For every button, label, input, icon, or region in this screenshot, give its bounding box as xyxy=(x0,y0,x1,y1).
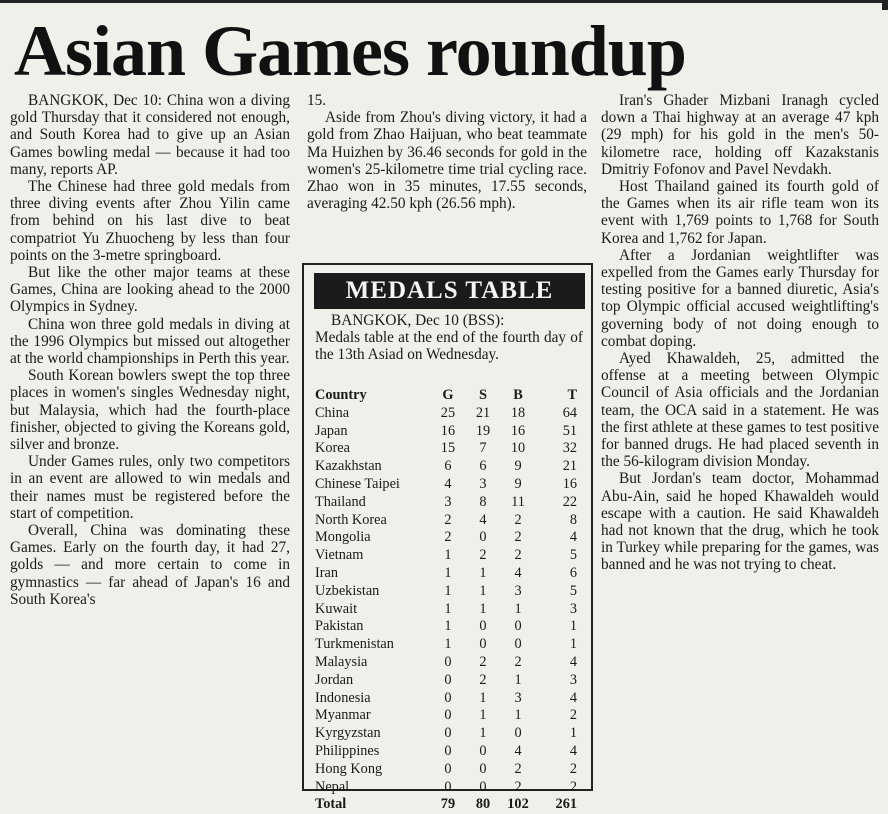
header-total: T xyxy=(567,387,577,403)
cell-silver: 8 xyxy=(479,493,487,510)
paragraph-continuation: 15. xyxy=(307,92,327,109)
cell-country: Chinese Taipei xyxy=(315,475,400,492)
cell-silver: 80 xyxy=(475,796,491,813)
medals-row xyxy=(315,743,583,761)
cell-country: Jordan xyxy=(315,671,354,688)
cell-country: China xyxy=(315,404,350,421)
paragraph: Overall, China was dominating these Games. Early on the fourth day, it had 27, golds — and more certain to come in gymnastics — far ahead of Japan's 16 and South Korea's xyxy=(10,522,290,608)
cell-total: 1 xyxy=(569,725,577,742)
cell-country: Nepal xyxy=(315,778,350,795)
cell-country: Korea xyxy=(315,440,350,457)
cell-country: Iran xyxy=(315,564,339,581)
cell-gold: 25 xyxy=(440,404,456,421)
cell-total: 5 xyxy=(569,582,577,599)
header-bronze: B xyxy=(513,387,523,403)
top-rule xyxy=(0,0,888,3)
cell-silver: 1 xyxy=(479,707,487,724)
paragraph: Iran's Ghader Mizbani Iranagh cycled down a Thai highway at an average 47 kph (29 mph) for his gold in the men's 50-kilometre race, holding off Kazakstanis Dmitriy Fofonov and Pavel Nevdakh. xyxy=(601,92,879,178)
medals-dateline: BANGKOK, Dec 10 (BSS): xyxy=(331,312,505,329)
cell-gold: 0 xyxy=(444,778,452,795)
cell-total: 3 xyxy=(569,671,577,688)
cell-total: 261 xyxy=(555,796,577,813)
medals-header-row xyxy=(315,387,583,405)
cell-bronze: 9 xyxy=(514,458,522,475)
cell-gold: 1 xyxy=(444,564,452,581)
cell-bronze: 2 xyxy=(514,778,522,795)
cell-country: Total xyxy=(315,796,347,813)
cell-country: Vietnam xyxy=(315,547,364,564)
cell-gold: 0 xyxy=(444,760,452,777)
cell-silver: 1 xyxy=(479,725,487,742)
cell-bronze: 0 xyxy=(514,725,522,742)
medals-table-box xyxy=(302,263,593,813)
headline: Asian Games roundup xyxy=(14,11,686,91)
cell-total: 8 xyxy=(569,511,577,528)
medals-table-intro xyxy=(315,312,583,364)
cell-country: North Korea xyxy=(315,511,387,528)
cell-bronze: 1 xyxy=(514,671,522,688)
medals-row xyxy=(315,761,583,779)
cell-bronze: 2 xyxy=(514,511,522,528)
cell-total: 51 xyxy=(562,422,577,439)
paragraph: Under Games rules, only two competitors in an event are allowed to win medals and their names must be registered before the start of competition. xyxy=(10,453,290,522)
cell-gold: 0 xyxy=(444,742,452,759)
cell-gold: 1 xyxy=(444,582,452,599)
cell-country: Mongolia xyxy=(315,529,371,546)
medals-row xyxy=(315,690,583,708)
top-rule-corner xyxy=(882,0,888,10)
medals-table-title: MEDALS TABLE xyxy=(314,273,585,309)
cell-gold: 1 xyxy=(444,547,452,564)
cell-gold: 3 xyxy=(444,493,452,510)
medals-row xyxy=(315,583,583,601)
cell-total: 4 xyxy=(569,529,577,546)
cell-country: Thailand xyxy=(315,493,366,510)
cell-total: 4 xyxy=(569,689,577,706)
cell-bronze: 1 xyxy=(514,707,522,724)
medals-table-body xyxy=(315,405,583,814)
cell-country: Japan xyxy=(315,422,348,439)
medals-row xyxy=(315,636,583,654)
medals-row xyxy=(315,565,583,583)
article-column-3 xyxy=(601,92,879,574)
cell-silver: 1 xyxy=(479,582,487,599)
cell-gold: 1 xyxy=(444,618,452,635)
cell-country: Hong Kong xyxy=(315,760,383,777)
cell-silver: 1 xyxy=(479,564,487,581)
cell-bronze: 16 xyxy=(510,422,526,439)
cell-bronze: 4 xyxy=(514,742,522,759)
cell-total: 2 xyxy=(569,760,577,777)
cell-silver: 6 xyxy=(479,458,487,475)
cell-silver: 7 xyxy=(479,440,487,457)
medals-row xyxy=(315,512,583,530)
cell-total: 2 xyxy=(569,778,577,795)
paragraph: Host Thailand gained its fourth gold of the Games when its air rifle team won its event with 1,769 points to 1,768 for South Korea and 1,762 for Japan. xyxy=(601,178,879,247)
cell-silver: 0 xyxy=(479,760,487,777)
cell-bronze: 2 xyxy=(514,547,522,564)
cell-country: Kazakhstan xyxy=(315,458,382,475)
article-column-2 xyxy=(307,92,587,212)
cell-silver: 3 xyxy=(479,475,487,492)
cell-country: Indonesia xyxy=(315,689,371,706)
paragraph: China won three gold medals in diving at the 1996 Olympics but missed out altogether at the world championships in Perth this year. xyxy=(10,315,290,368)
cell-bronze: 0 xyxy=(514,618,522,635)
cell-bronze: 2 xyxy=(514,529,522,546)
cell-bronze: 9 xyxy=(514,475,522,492)
medals-row xyxy=(315,547,583,565)
paragraph: But like the other major teams at these Games, China are looking ahead to the 2000 Olympics in Sydney. xyxy=(10,264,290,316)
paragraph: South Korean bowlers swept the top three places in women's singles Wednesday night, but Malaysia, which had the fourth-place finisher, objected to giving the Koreans gold, silver and bronze. xyxy=(10,367,290,454)
cell-gold: 2 xyxy=(444,511,452,528)
cell-country: Malaysia xyxy=(315,653,368,670)
cell-bronze: 3 xyxy=(514,689,522,706)
paragraph: The Chinese had three gold medals from three diving events after Zhou Yilin came from behind on his last dive to beat compatriot Yu Zhuocheng by less than four points on the 3-metre springboard. xyxy=(10,178,290,264)
paragraph: BANGKOK, Dec 10: China won a diving gold Thursday that it considered not enough, and South Korea had to give up an Asian Games bowling medal — because it had too many, reports AP. xyxy=(10,92,290,178)
cell-country: Kyrgyzstan xyxy=(315,725,381,742)
cell-bronze: 10 xyxy=(510,440,526,457)
medals-row xyxy=(315,440,583,458)
cell-total: 2 xyxy=(569,707,577,724)
cell-silver: 0 xyxy=(479,636,487,653)
cell-total: 1 xyxy=(569,636,577,653)
cell-country: Philippines xyxy=(315,742,380,759)
cell-silver: 2 xyxy=(479,547,487,564)
cell-gold: 0 xyxy=(444,725,452,742)
cell-bronze: 18 xyxy=(510,404,526,421)
header-country: Country xyxy=(315,387,367,403)
cell-total: 21 xyxy=(562,458,577,475)
medals-row xyxy=(315,476,583,494)
medals-row xyxy=(315,458,583,476)
medals-row xyxy=(315,672,583,690)
cell-total: 6 xyxy=(569,564,577,581)
cell-total: 5 xyxy=(569,547,577,564)
cell-silver: 4 xyxy=(479,511,487,528)
cell-bronze: 3 xyxy=(514,582,522,599)
paragraph: Ayed Khawaldeh, 25, admitted the offense at a meeting between Olympic Council of Asia officials and the Jordanian team, the OCA said in a statement. He was the first athlete at these games to test positive for banned drugs. He had placed seventh in the 56-kilogram division Monday. xyxy=(601,350,879,471)
cell-bronze: 4 xyxy=(514,564,522,581)
cell-total: 16 xyxy=(562,475,577,492)
cell-country: Myanmar xyxy=(315,707,371,724)
cell-gold: 0 xyxy=(444,653,452,670)
cell-silver: 19 xyxy=(475,422,491,439)
cell-bronze: 1 xyxy=(514,600,522,617)
medals-row xyxy=(315,654,583,672)
medals-row xyxy=(315,779,583,797)
cell-gold: 1 xyxy=(444,600,452,617)
cell-silver: 0 xyxy=(479,778,487,795)
medals-row xyxy=(315,529,583,547)
cell-bronze: 2 xyxy=(514,653,522,670)
medals-table xyxy=(315,387,583,814)
cell-gold: 0 xyxy=(444,689,452,706)
cell-bronze: 11 xyxy=(511,493,525,510)
paragraph: After a Jordanian weightlifter was expelled from the Games early Thursday for testing positive for a banned diuretic, Asia's top Olympic official accused weightlifting's governing body of not doing enough to combat doping. xyxy=(601,246,879,350)
cell-bronze: 0 xyxy=(514,636,522,653)
medals-total-row xyxy=(315,796,583,814)
medals-intro-text: Medals table at the end of the fourth day of the 13th Asiad on Wednesday. xyxy=(315,329,583,364)
cell-bronze: 2 xyxy=(514,760,522,777)
cell-total: 4 xyxy=(569,653,577,670)
cell-gold: 6 xyxy=(444,458,452,475)
cell-gold: 16 xyxy=(440,422,456,439)
medals-row xyxy=(315,423,583,441)
cell-total: 64 xyxy=(562,404,577,421)
header-silver: S xyxy=(479,387,487,403)
cell-gold: 4 xyxy=(444,475,452,492)
cell-total: 32 xyxy=(562,440,577,457)
cell-silver: 1 xyxy=(479,600,487,617)
cell-total: 4 xyxy=(569,742,577,759)
paragraph: Aside from Zhou's diving victory, it had a gold from Zhao Haijuan, who beat teammate Ma Huizhen by 36.46 seconds for gold in the women's 25-kilometre time trial cycling race. Zhao won in 35 minutes, 17.55 seconds, averaging 42.50 kph (26.56 mph). xyxy=(307,109,587,213)
cell-silver: 0 xyxy=(479,618,487,635)
cell-silver: 2 xyxy=(479,671,487,688)
medals-row xyxy=(315,707,583,725)
medals-row xyxy=(315,601,583,619)
cell-gold: 15 xyxy=(440,440,456,457)
article-column-1 xyxy=(10,92,290,608)
cell-gold: 79 xyxy=(440,796,456,813)
cell-total: 3 xyxy=(569,600,577,617)
cell-total: 1 xyxy=(569,618,577,635)
cell-silver: 1 xyxy=(479,689,487,706)
cell-total: 22 xyxy=(562,493,577,510)
cell-silver: 0 xyxy=(479,529,487,546)
cell-country: Uzbekistan xyxy=(315,582,380,599)
cell-country: Kuwait xyxy=(315,600,358,617)
cell-silver: 0 xyxy=(479,742,487,759)
cell-gold: 0 xyxy=(444,707,452,724)
medals-row xyxy=(315,494,583,512)
cell-silver: 2 xyxy=(479,653,487,670)
paragraph: But Jordan's team doctor, Mohammad Abu-Ain, said he hoped Khawaldeh would escape with a caution. He said Khawaldeh had not known that the drug, which he took in Turkey while preparing for the games, was banned and he was not trying to cheat. xyxy=(601,470,879,574)
header-gold: G xyxy=(442,387,454,403)
cell-country: Pakistan xyxy=(315,618,364,635)
medals-row xyxy=(315,405,583,423)
cell-country: Turkmenistan xyxy=(315,636,394,653)
medals-row xyxy=(315,618,583,636)
cell-gold: 0 xyxy=(444,671,452,688)
cell-bronze: 102 xyxy=(507,796,529,813)
medals-row xyxy=(315,725,583,743)
cell-silver: 21 xyxy=(475,404,491,421)
cell-gold: 1 xyxy=(444,636,452,653)
cell-gold: 2 xyxy=(444,529,452,546)
